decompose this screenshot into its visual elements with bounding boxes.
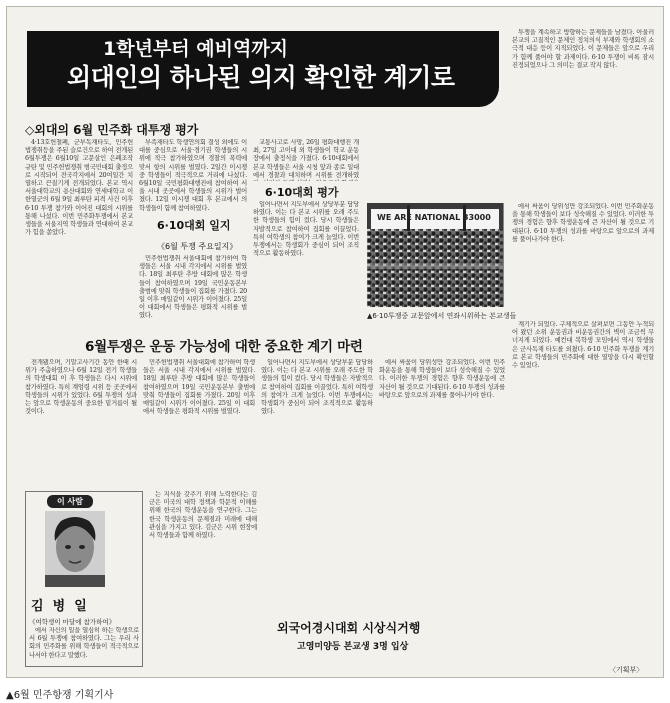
column-9-text: 계기가 되었다. 구체적으로 살펴보면 그동안 누적되어 왔던 소위 운동권과 비운동권간의 벽이 조금씩 무너지게 되었다. 예컨대 복학생 모임에서 역시 학생들은 군사독재 타도를 외쳤다. 6·10 민주화 투쟁을 계기로 본교 학생들의 민주화에 대한 열망을 다시 확인할 수 있었다. xyxy=(512,321,654,370)
column-6-text: 민주헌법쟁취 서울대회에 참가하여 학생들은 서울 시내 각지에서 시위를 벌였다. 18일 최루탄 추방 대회에 많은 학생들이 참여하였으며 19일 국민운동본부 출범에 맞춰 학생들이 집회를 가졌다. 20일 이후 매일같이 시위가 이어졌다. 25일 이 대회에서 학생들은 평화적 시위를 벌였다. xyxy=(143,359,255,416)
photo-frame-right xyxy=(503,203,504,307)
column-4b xyxy=(512,203,654,307)
column-6 xyxy=(143,359,255,487)
photo-sign-text: WE ARE NATIONAL 33000 xyxy=(377,213,491,222)
section-1-title: ◇외대의 6월 민주화 대투쟁 평가 xyxy=(25,123,199,137)
column-8 xyxy=(379,359,505,611)
column-1-text: 4·13호헌철폐, 군부독재타도, 민주헌법쟁취등을 주된 슬로건으로 하여 전개된 6월투쟁은 6월10일 고문살인 은폐조작규탄 및 민주헌법쟁취 범국민대회 출정으로 시작되어 전국각지에서 20여일간 치열하고 끈질기게 전개되었다. 본교 역시 서울대학교의 용산대회와 연세대학교 이한열군의 6월 9일 최루탄 피격 사건 이후 6·10 투쟁 참가와 이어진 대회의 시위를 통해 나섰다. 이번 민주화투쟁에서 본교생들을 서울지역 학생들과 연대하여 본교가 힘을 쏟았다. xyxy=(25,139,133,237)
headline-line-2: 외대인의 하나된 의지 확인한 계기로 xyxy=(67,63,455,92)
column-3-top-text: 교통사고로 사망, 26일 평화대행진 개최, 27일 고이대 외 학생들이 학교 운동장에서 출정식을 가졌다. 6·10대회에서 본교 학생들은 서울 시청 앞과 종로 일대에서 경찰과 대치하며 시위를 전개하였 xyxy=(253,139,359,179)
person-box-title: 이 사람 xyxy=(47,495,93,508)
person-box-text xyxy=(29,627,139,665)
person-box-body: 에서 자신의 일을 열심히 하는 학생으로서 6월 투쟁에 참여하였다. 그는 우리 사회의 민주화를 위해 학생들이 적극적으로 나서야 한다고 말했다. xyxy=(29,627,139,659)
column-3-bottom-text: 일어나면서 지도부에서 상당부분 담당하였다. 이는 다 본교 시위를 오래 주도한 학생들의 힘이 컸다. 당시 학생들은 자발적으로 참여하여 집회를 이끌었다. 특히 여학생의 참여가 크게 늘었다. 이번 투쟁에서는 학생회가 중심이 되어 조직적으로 활동하였다. xyxy=(253,201,359,258)
person-name: 김 병 일 xyxy=(31,599,87,614)
column-9 xyxy=(512,321,654,663)
section-610-title: 6·10대회 평가 xyxy=(265,186,339,199)
signature: 〈기획부〉 xyxy=(609,666,644,674)
bottom-title-2: 고영미양등 본교생 3명 입상 xyxy=(297,642,409,652)
column-5 xyxy=(25,359,137,487)
column-10 xyxy=(149,491,257,667)
column-2-text: 부족재타도 학생연의회 결성 외에도 이대를 중심으로 서울·경기권 학생들의 시위에 적극 참가하였으며 경찰의 폭력에 맞서 항의 시위를 벌였다. 2일간 이시쟁 중 학생들이 적극적으로 거리에 나섰다. 6월10일 국민평화대행진에 참여하여 서울 시내 곳곳에서 학생들의 시위가 벌어졌다. 12일 이시쟁 대회 후 본교에서 의 학생들이 함께 참여하였다. xyxy=(139,139,247,211)
column-3-bottom xyxy=(253,201,359,335)
headline-line-1: 1학년부터 예비역까지 xyxy=(103,38,289,60)
banner-title: 6월투쟁은 운동 가능성에 대한 중요한 계기 마련 xyxy=(85,339,363,355)
column-2b xyxy=(139,255,247,335)
column-4-text: 투쟁을 계속하고 방향하는 문제들을 남겼다. 아울러 본교의 고질적인 문제인 정치의식 부재와 학생회의 소극적 대응 등이 지적되었다. 이 문제들은 앞으로 우리가 함께 풀어야 할 과제이다. 6·10 투쟁이 비록 잠시 진정되었으나 그 의미는 결코 작지 않다. xyxy=(512,29,654,69)
column-7-text: 일어나면서 지도부에서 상당부분 담당하였다. 이는 다 본교 시위를 오래 주도한 학생들의 힘이 컸다. 당시 학생들은 자발적으로 참여하여 집회를 이끌었다. 특히 여학생의 참여가 크게 늘었다. 이번 투쟁에서는 학생회가 중심이 되어 조직적으로 활동하였다. xyxy=(261,359,373,416)
column-4b-text: 에서 싸움이 당위성만 강조되었다. 이번 민주화운동을 통해 학생들이 보다 성숙해질 수 있었다. 이러한 투쟁의 경험은 향후 학생운동에 큰 자산이 될 것으로 기대된다. 6·10 투쟁의 성과를 바탕으로 앞으로의 과제를 풀어나가야 한다. xyxy=(512,203,654,243)
bottom-title-1: 외국어경시대회 시상식거행 xyxy=(277,621,421,635)
portrait-image xyxy=(45,511,105,587)
newspaper-page xyxy=(6,6,664,678)
column-7 xyxy=(261,359,373,611)
column-2 xyxy=(139,139,247,211)
column-10-text: 는 지식을 갖추기 위해 노력한다는 김군은 미국의 대학 정책과 학문적 이해를 위해 한국의 학생운동을 연구한다. 그는 한국 학생운동의 문제점과 미래에 대해 관심을 가지고 있다. 김군은 시위 현장에서 학생들과 함께 하였다. xyxy=(149,491,257,540)
diary-subtitle: 《6월 투쟁 주요일지》 xyxy=(157,242,238,251)
column-1 xyxy=(25,139,133,335)
diary-title: 6·10대회 일지 xyxy=(157,219,231,232)
footer-caption: ▲6월 민주항쟁 기획기사 xyxy=(6,690,114,701)
column-2b-text: 민주헌법쟁취 서울대회에 참가하여 학생들은 서울 시내 각지에서 시위를 벌였다. 18일 최루탄 추방 대회에 많은 학생들이 참여하였으며 19일 국민운동본부 출범에 맞춰 학생들이 집회를 가졌다. 20일 이후 매일같이 시위가 이어졌다. 25일 이 대회에서 학생들은 평화적 시위를 벌였다. xyxy=(139,255,247,320)
column-5-text: 전개됐으며, 기말고사기간 동안 한때 시위가 주춤하였으나 6월 12일 전기 학생들의 학생대회 이 후 학생들은 다시 시위에 참가하였다. 특히 계엄령 시위 등 곳곳에서 학생들의 시위가 있었다. 6월 투쟁의 성과는 앞으로 학생운동의 중요한 밑거름이 될 것이다. xyxy=(25,359,137,416)
person-caption: 《여학생이 마달에 참가하여》 xyxy=(29,618,116,626)
protest-photo xyxy=(367,203,503,307)
column-3-top xyxy=(253,139,359,181)
column-8-text: 에서 싸움이 당위성만 강조되었다. 이번 민주화운동을 통해 학생들이 보다 성숙해질 수 있었다. 이러한 투쟁의 경험은 향후 학생운동에 큰 자산이 될 것으로 기대된다. 6·10 투쟁의 성과를 바탕으로 앞으로의 과제를 풀어나가야 한다. xyxy=(379,359,505,399)
column-4 xyxy=(512,29,654,197)
person-portrait xyxy=(45,511,105,587)
photo-caption: ▲6·10투쟁중 교문앞에서 연좌시위하는 본교생들 xyxy=(367,312,517,320)
headline-banner xyxy=(27,31,499,107)
